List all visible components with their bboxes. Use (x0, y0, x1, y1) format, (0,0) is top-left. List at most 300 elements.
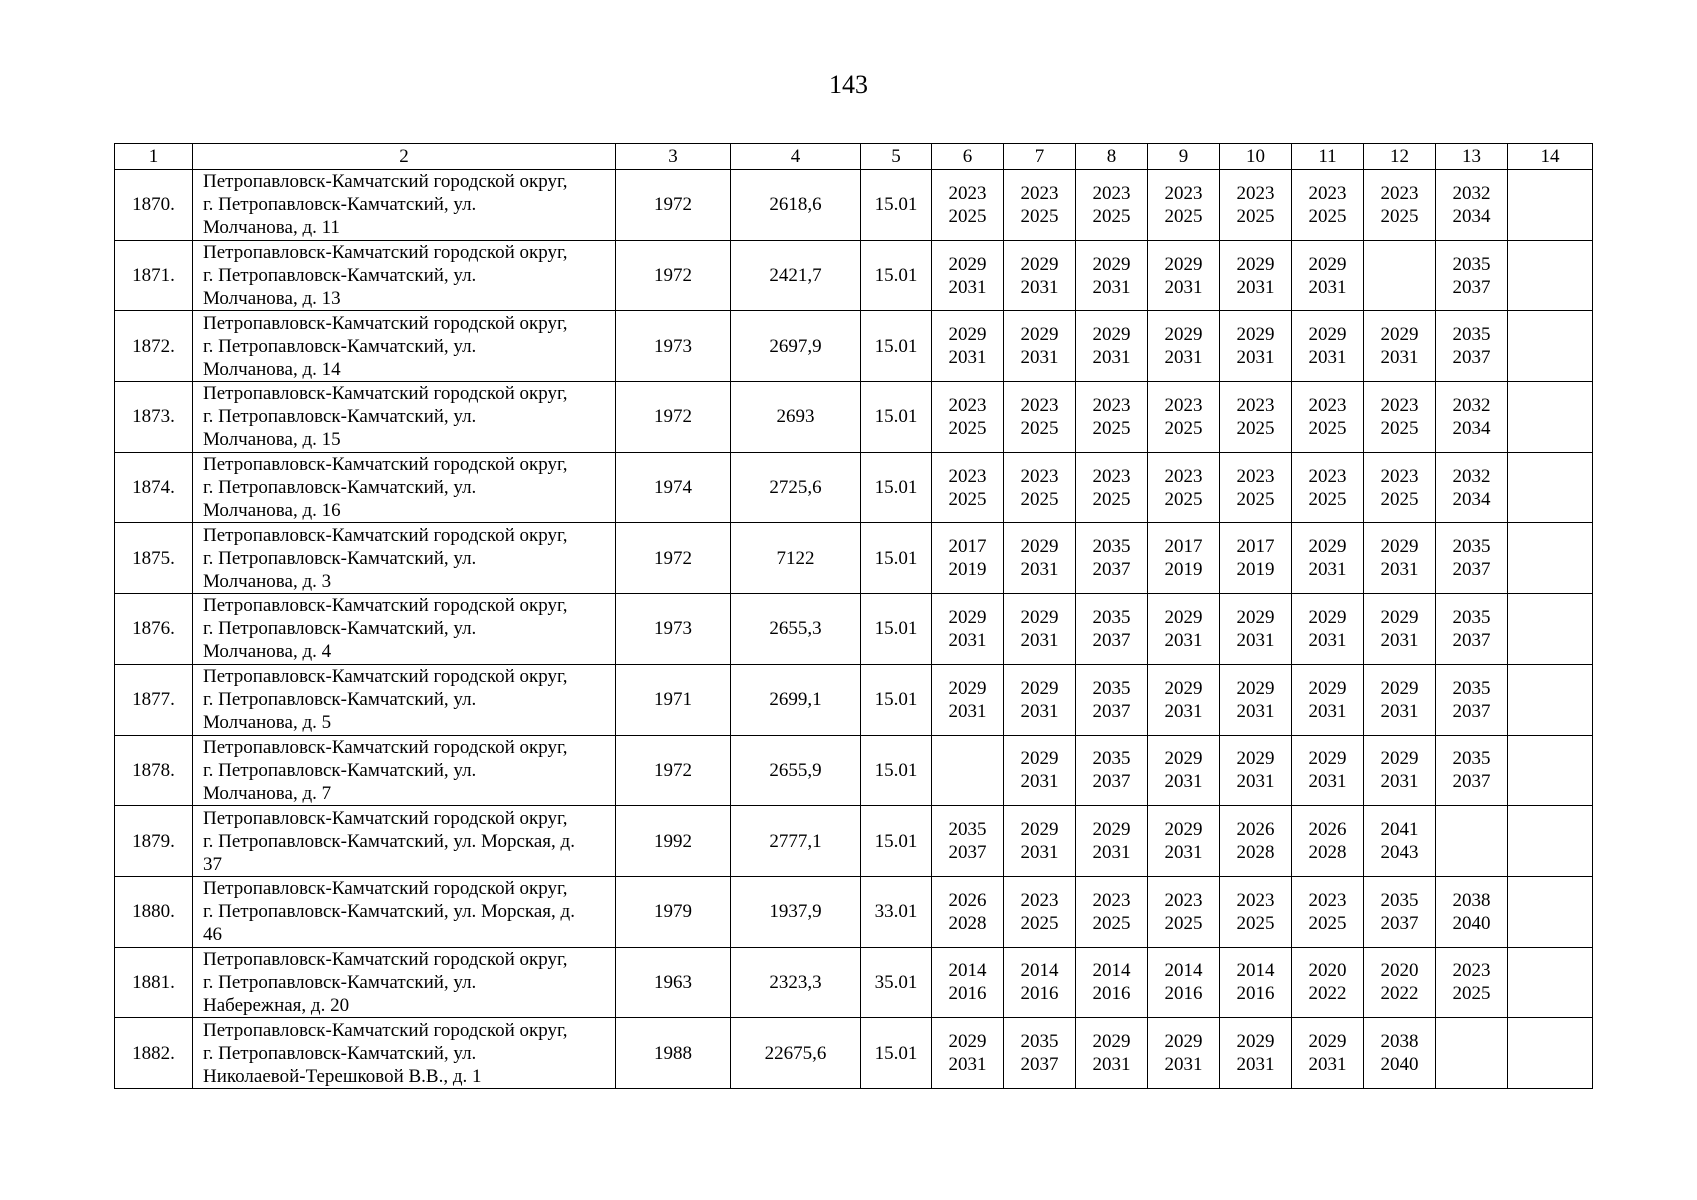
period-end-year: 2037 (1020, 1054, 1059, 1076)
address-cell (193, 311, 616, 382)
column-header: 10 (1220, 144, 1292, 170)
period-cell (1364, 806, 1436, 877)
code-cell: 15.01 (861, 452, 932, 523)
row-number-cell: 1880. (115, 876, 193, 947)
period-start-year: 2023 (1236, 394, 1275, 416)
address-line: г. Петропавловск-Камчатский, ул. (203, 335, 477, 357)
period-cell (1220, 452, 1292, 523)
area-cell: 2725,6 (731, 452, 861, 523)
row-number-cell: 1874. (115, 452, 193, 523)
period-end-year: 2025 (948, 417, 987, 439)
period-start-year: 2029 (1308, 1031, 1347, 1053)
period-cell (1076, 452, 1148, 523)
period-end-year: 2025 (1164, 912, 1203, 934)
table-row (115, 664, 1593, 735)
period-start-year: 2029 (1308, 677, 1347, 699)
address-line: Молчанова, д. 14 (203, 358, 341, 380)
column-header: 14 (1508, 144, 1593, 170)
address-cell (193, 452, 616, 523)
period-start-year: 2038 (1380, 1031, 1419, 1053)
code-cell: 35.01 (861, 947, 932, 1018)
period-end-year: 2031 (1236, 1054, 1275, 1076)
address-line: Молчанова, д. 11 (203, 217, 340, 239)
address-line: Молчанова, д. 3 (203, 570, 332, 592)
period-cell (1220, 523, 1292, 594)
period-start-year: 2035 (1092, 748, 1131, 770)
period-end-year: 2025 (1308, 417, 1347, 439)
row-number-cell: 1877. (115, 664, 193, 735)
period-end-year: 2040 (1452, 912, 1491, 934)
year-cell: 1988 (616, 1018, 731, 1089)
period-end-year: 2031 (1380, 700, 1419, 722)
period-cell (932, 664, 1004, 735)
period-cell (1508, 523, 1593, 594)
code-cell: 15.01 (861, 1018, 932, 1089)
period-start-year: 2023 (1236, 889, 1275, 911)
period-end-year: 2025 (1308, 488, 1347, 510)
period-start-year: 2035 (1452, 606, 1491, 628)
table-row (115, 382, 1593, 453)
address-line: Петропавловск-Камчатский городской округ, (203, 171, 568, 193)
period-start-year: 2035 (1380, 889, 1419, 911)
year-cell: 1963 (616, 947, 731, 1018)
period-cell (1364, 523, 1436, 594)
table-row (115, 594, 1593, 665)
period-start-year: 2020 (1380, 960, 1419, 982)
period-end-year: 2025 (1452, 983, 1491, 1005)
period-end-year: 2025 (1092, 417, 1131, 439)
code-cell: 33.01 (861, 876, 932, 947)
period-cell (1436, 664, 1508, 735)
address-cell (193, 240, 616, 311)
code-cell: 15.01 (861, 664, 932, 735)
period-cell (932, 594, 1004, 665)
period-cell (932, 806, 1004, 877)
period-start-year: 2029 (948, 1031, 987, 1053)
period-start-year: 2029 (1164, 677, 1203, 699)
year-cell: 1992 (616, 806, 731, 877)
period-end-year: 2025 (1164, 417, 1203, 439)
period-cell (1508, 947, 1593, 1018)
period-start-year: 2035 (1452, 253, 1491, 275)
area-cell: 2655,9 (731, 735, 861, 806)
period-start-year: 2014 (1020, 960, 1059, 982)
area-cell: 2655,3 (731, 594, 861, 665)
period-start-year: 2023 (1020, 465, 1059, 487)
address-line: Петропавловск-Камчатский городской округ, (203, 878, 568, 900)
period-start-year: 2029 (1020, 606, 1059, 628)
period-end-year: 2025 (1236, 417, 1275, 439)
period-cell (1508, 240, 1593, 311)
period-end-year: 2037 (1452, 771, 1491, 793)
period-start-year: 2029 (1020, 748, 1059, 770)
period-start-year: 2029 (1236, 748, 1275, 770)
address-line: Петропавловск-Камчатский городской округ, (203, 242, 568, 264)
period-start-year: 2023 (1452, 960, 1491, 982)
address-line: Молчанова, д. 7 (203, 782, 332, 804)
period-start-year: 2014 (1164, 960, 1203, 982)
period-end-year: 2031 (1308, 276, 1347, 298)
period-start-year: 2017 (948, 536, 987, 558)
period-cell (932, 735, 1004, 806)
address-cell (193, 806, 616, 877)
address-cell (193, 523, 616, 594)
period-end-year: 2031 (1236, 347, 1275, 369)
period-start-year: 2029 (1020, 536, 1059, 558)
period-end-year: 2025 (1308, 205, 1347, 227)
year-cell: 1974 (616, 452, 731, 523)
period-end-year: 2019 (1236, 559, 1275, 581)
row-number-cell: 1873. (115, 382, 193, 453)
period-cell (1004, 594, 1076, 665)
table-row (115, 806, 1593, 877)
period-cell (1508, 452, 1593, 523)
period-end-year: 2031 (1020, 276, 1059, 298)
period-start-year: 2029 (1164, 606, 1203, 628)
address-line: Петропавловск-Камчатский городской округ, (203, 595, 568, 617)
column-header: 8 (1076, 144, 1148, 170)
period-end-year: 2037 (1380, 912, 1419, 934)
period-cell (1220, 382, 1292, 453)
row-number-cell: 1875. (115, 523, 193, 594)
period-cell (1292, 311, 1364, 382)
period-start-year: 2029 (1236, 253, 1275, 275)
period-cell (1508, 170, 1593, 241)
period-cell (1220, 947, 1292, 1018)
period-cell (1364, 452, 1436, 523)
period-start-year: 2023 (1236, 182, 1275, 204)
period-cell (1148, 240, 1220, 311)
period-start-year: 2029 (1236, 1031, 1275, 1053)
period-cell (1508, 382, 1593, 453)
period-cell (1292, 735, 1364, 806)
area-cell: 2323,3 (731, 947, 861, 1018)
period-end-year: 2031 (948, 347, 987, 369)
address-cell (193, 170, 616, 241)
period-start-year: 2023 (1164, 182, 1203, 204)
period-start-year: 2023 (1164, 465, 1203, 487)
period-start-year: 2020 (1308, 960, 1347, 982)
period-cell (1508, 876, 1593, 947)
period-start-year: 2023 (1308, 465, 1347, 487)
period-end-year: 2031 (948, 700, 987, 722)
address-line: г. Петропавловск-Камчатский, ул. (203, 689, 477, 711)
code-cell: 15.01 (861, 170, 932, 241)
period-cell (1004, 382, 1076, 453)
period-cell (1364, 170, 1436, 241)
period-cell (932, 240, 1004, 311)
period-end-year: 2022 (1380, 983, 1419, 1005)
period-start-year: 2017 (1236, 536, 1275, 558)
period-end-year: 2031 (1308, 559, 1347, 581)
table-row (115, 1018, 1593, 1089)
year-cell: 1971 (616, 664, 731, 735)
period-start-year: 2035 (1452, 324, 1491, 346)
period-start-year: 2026 (1236, 819, 1275, 841)
period-end-year: 2025 (948, 205, 987, 227)
period-end-year: 2043 (1380, 842, 1419, 864)
address-line: Набережная, д. 20 (203, 994, 350, 1016)
period-start-year: 2029 (1308, 748, 1347, 770)
period-cell (1292, 382, 1364, 453)
period-end-year: 2031 (1236, 771, 1275, 793)
year-cell: 1972 (616, 523, 731, 594)
period-end-year: 2016 (1236, 983, 1275, 1005)
period-end-year: 2025 (1092, 205, 1131, 227)
code-cell: 15.01 (861, 240, 932, 311)
period-cell (932, 452, 1004, 523)
address-line: Петропавловск-Камчатский городской округ, (203, 1019, 568, 1041)
period-end-year: 2040 (1380, 1054, 1419, 1076)
period-cell (1076, 240, 1148, 311)
address-line: Петропавловск-Камчатский городской округ, (203, 948, 568, 970)
period-cell (1436, 311, 1508, 382)
period-cell (1148, 806, 1220, 877)
period-end-year: 2031 (1164, 347, 1203, 369)
period-cell (1220, 806, 1292, 877)
period-end-year: 2031 (1236, 700, 1275, 722)
period-cell (1292, 664, 1364, 735)
period-end-year: 2031 (1092, 1054, 1131, 1076)
period-start-year: 2023 (1308, 889, 1347, 911)
period-cell (1436, 947, 1508, 1018)
period-cell (1076, 1018, 1148, 1089)
period-start-year: 2032 (1452, 465, 1491, 487)
period-end-year: 2031 (1020, 347, 1059, 369)
address-line: г. Петропавловск-Камчатский, ул. (203, 1042, 477, 1064)
period-cell (1148, 594, 1220, 665)
period-cell (1436, 382, 1508, 453)
period-end-year: 2016 (948, 983, 987, 1005)
address-line: 37 (203, 853, 222, 875)
period-end-year: 2019 (1164, 559, 1203, 581)
period-end-year: 2025 (1020, 488, 1059, 510)
column-header: 7 (1004, 144, 1076, 170)
address-line: Молчанова, д. 4 (203, 641, 332, 663)
period-start-year: 2026 (948, 889, 987, 911)
address-line: г. Петропавловск-Камчатский, ул. (203, 265, 477, 287)
period-cell (932, 947, 1004, 1018)
period-cell (1004, 170, 1076, 241)
period-start-year: 2035 (1452, 748, 1491, 770)
address-line: Петропавловск-Камчатский городской округ, (203, 807, 568, 829)
period-end-year: 2025 (1236, 205, 1275, 227)
period-start-year: 2029 (1164, 253, 1203, 275)
address-line: г. Петропавловск-Камчатский, ул. Морская, д. (203, 901, 575, 923)
period-cell (1292, 170, 1364, 241)
period-end-year: 2031 (1092, 842, 1131, 864)
column-header: 4 (731, 144, 861, 170)
year-cell: 1973 (616, 311, 731, 382)
period-start-year: 2023 (1380, 394, 1419, 416)
column-header: 5 (861, 144, 932, 170)
period-cell (932, 170, 1004, 241)
period-end-year: 2037 (1452, 347, 1491, 369)
period-end-year: 2031 (1020, 842, 1059, 864)
period-cell (1364, 947, 1436, 1018)
period-start-year: 2014 (948, 960, 987, 982)
area-cell: 2693 (731, 382, 861, 453)
period-cell (1436, 452, 1508, 523)
period-start-year: 2029 (948, 324, 987, 346)
period-cell (1220, 170, 1292, 241)
period-cell (1220, 311, 1292, 382)
period-cell (1076, 311, 1148, 382)
period-end-year: 2025 (1236, 912, 1275, 934)
address-line: Петропавловск-Камчатский городской округ, (203, 312, 568, 334)
period-start-year: 2038 (1452, 889, 1491, 911)
area-cell: 2618,6 (731, 170, 861, 241)
period-end-year: 2037 (1452, 700, 1491, 722)
period-end-year: 2031 (1164, 629, 1203, 651)
period-cell (1148, 1018, 1220, 1089)
address-line: г. Петропавловск-Камчатский, ул. (203, 618, 477, 640)
period-cell (1436, 594, 1508, 665)
period-start-year: 2029 (1092, 253, 1131, 275)
period-cell (1220, 1018, 1292, 1089)
period-end-year: 2037 (948, 842, 987, 864)
period-cell (1076, 170, 1148, 241)
row-number-cell: 1881. (115, 947, 193, 1018)
period-end-year: 2031 (1308, 629, 1347, 651)
period-cell (1220, 876, 1292, 947)
period-end-year: 2031 (1380, 771, 1419, 793)
period-cell (1004, 452, 1076, 523)
period-cell (1004, 311, 1076, 382)
code-cell: 15.01 (861, 806, 932, 877)
period-cell (1508, 311, 1593, 382)
period-cell (1148, 876, 1220, 947)
period-cell (932, 382, 1004, 453)
period-cell (932, 523, 1004, 594)
code-cell: 15.01 (861, 523, 932, 594)
address-line: Молчанова, д. 5 (203, 712, 332, 734)
period-end-year: 2031 (1092, 276, 1131, 298)
period-start-year: 2029 (1164, 819, 1203, 841)
period-end-year: 2025 (1020, 912, 1059, 934)
period-cell (1220, 664, 1292, 735)
period-cell (1436, 523, 1508, 594)
period-end-year: 2025 (1380, 205, 1419, 227)
period-start-year: 2029 (1308, 253, 1347, 275)
period-end-year: 2025 (948, 488, 987, 510)
period-cell (1004, 735, 1076, 806)
year-cell: 1972 (616, 240, 731, 311)
period-start-year: 2023 (1020, 394, 1059, 416)
period-start-year: 2023 (948, 465, 987, 487)
period-cell (1292, 1018, 1364, 1089)
period-cell (1148, 311, 1220, 382)
table-row (115, 876, 1593, 947)
period-start-year: 2029 (1164, 1031, 1203, 1053)
period-start-year: 2035 (1092, 606, 1131, 628)
column-header: 9 (1148, 144, 1220, 170)
period-end-year: 2031 (1308, 347, 1347, 369)
period-start-year: 2035 (1452, 536, 1491, 558)
period-end-year: 2025 (1164, 488, 1203, 510)
address-line: Николаевой-Терешковой В.В., д. 1 (203, 1065, 482, 1087)
period-start-year: 2029 (1380, 748, 1419, 770)
period-cell (1148, 735, 1220, 806)
address-cell (193, 1018, 616, 1089)
address-cell (193, 947, 616, 1018)
period-end-year: 2019 (948, 559, 987, 581)
period-cell (1364, 594, 1436, 665)
period-start-year: 2029 (1236, 677, 1275, 699)
period-cell (1004, 240, 1076, 311)
table-row (115, 735, 1593, 806)
period-start-year: 2029 (1308, 606, 1347, 628)
period-cell (1076, 594, 1148, 665)
period-end-year: 2025 (1380, 417, 1419, 439)
period-start-year: 2035 (948, 819, 987, 841)
period-start-year: 2029 (1380, 677, 1419, 699)
period-cell (1364, 735, 1436, 806)
period-cell (1004, 876, 1076, 947)
period-end-year: 2016 (1020, 983, 1059, 1005)
period-cell (1148, 664, 1220, 735)
period-cell (1508, 806, 1593, 877)
period-start-year: 2029 (1020, 324, 1059, 346)
period-end-year: 2025 (1020, 417, 1059, 439)
period-end-year: 2031 (1380, 347, 1419, 369)
period-start-year: 2023 (948, 394, 987, 416)
period-cell (1004, 947, 1076, 1018)
period-start-year: 2041 (1380, 819, 1419, 841)
area-cell: 2421,7 (731, 240, 861, 311)
period-start-year: 2014 (1236, 960, 1275, 982)
housing-registry-table (114, 143, 1593, 1089)
table-row (115, 452, 1593, 523)
period-cell (932, 1018, 1004, 1089)
period-cell (1076, 876, 1148, 947)
period-cell (1364, 664, 1436, 735)
period-start-year: 2032 (1452, 394, 1491, 416)
period-cell (1292, 876, 1364, 947)
period-start-year: 2023 (1020, 889, 1059, 911)
period-end-year: 2031 (1164, 700, 1203, 722)
column-header: 6 (932, 144, 1004, 170)
period-start-year: 2029 (1164, 748, 1203, 770)
period-cell (1364, 382, 1436, 453)
period-cell (1076, 806, 1148, 877)
table-row (115, 947, 1593, 1018)
period-end-year: 2037 (1092, 629, 1131, 651)
period-cell (1436, 1018, 1508, 1089)
address-line: г. Петропавловск-Камчатский, ул. (203, 759, 477, 781)
address-line: г. Петропавловск-Камчатский, ул. Морская, д. (203, 830, 575, 852)
period-end-year: 2037 (1092, 700, 1131, 722)
period-start-year: 2023 (1308, 182, 1347, 204)
period-end-year: 2025 (1164, 205, 1203, 227)
table-row (115, 523, 1593, 594)
period-start-year: 2029 (1164, 324, 1203, 346)
period-cell (1148, 947, 1220, 1018)
period-start-year: 2029 (1380, 536, 1419, 558)
address-line: г. Петропавловск-Камчатский, ул. (203, 194, 477, 216)
address-line: г. Петропавловск-Камчатский, ул. (203, 406, 477, 428)
period-end-year: 2031 (1164, 276, 1203, 298)
code-cell: 15.01 (861, 594, 932, 665)
period-end-year: 2031 (948, 276, 987, 298)
period-start-year: 2035 (1092, 536, 1131, 558)
period-start-year: 2029 (1308, 536, 1347, 558)
period-start-year: 2023 (1380, 465, 1419, 487)
period-end-year: 2025 (1380, 488, 1419, 510)
address-cell (193, 594, 616, 665)
period-start-year: 2023 (1020, 182, 1059, 204)
period-cell (1292, 240, 1364, 311)
